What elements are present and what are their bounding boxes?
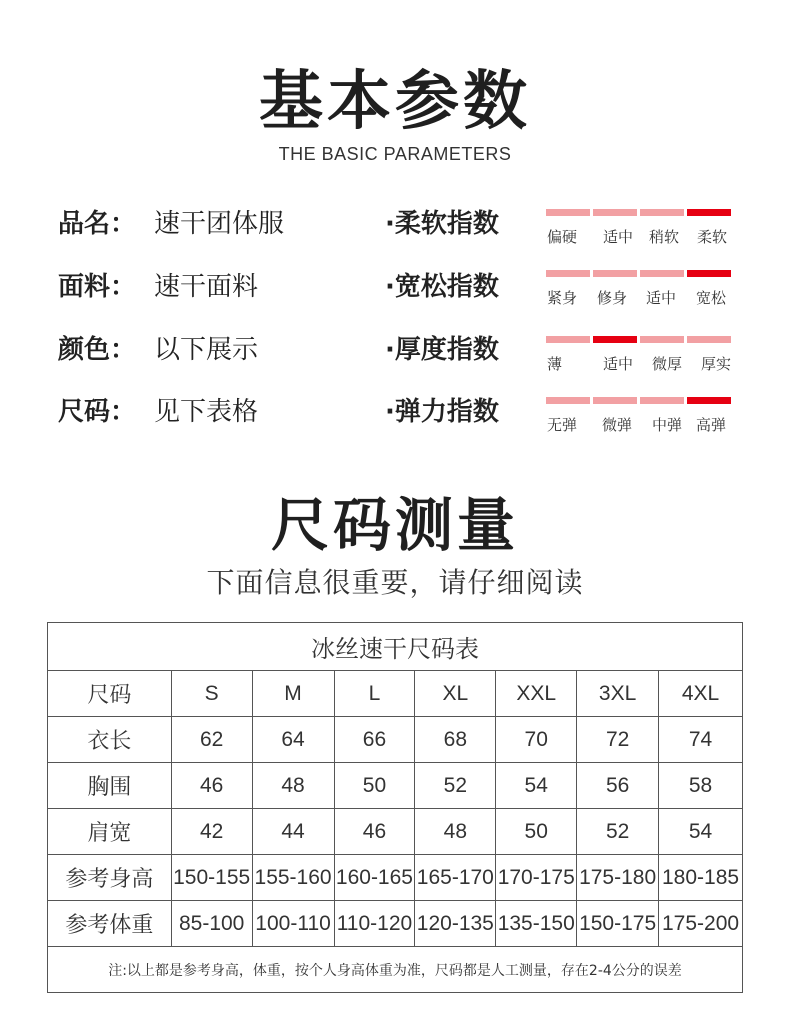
scale-label: 微弹 [602, 416, 633, 434]
param-key: 品名： [58, 209, 137, 239]
table-cell: 85-100 [171, 901, 252, 947]
table-cell: 74 [659, 717, 743, 763]
scale-label: 无弹 [547, 416, 578, 434]
scale-label: 中弹 [652, 416, 683, 434]
table-cell: 46 [171, 763, 252, 809]
table-row [48, 717, 743, 763]
scale-label: 适中 [603, 355, 634, 373]
table-cell: 120-135 [415, 901, 496, 947]
scale-segment [640, 270, 684, 277]
param-key: 颜色： [58, 335, 137, 365]
index-name-elasticity: ·弹力指数 [385, 397, 499, 427]
table-cell: 68 [415, 717, 496, 763]
table-cell: 56 [577, 763, 659, 809]
table-row [48, 901, 743, 947]
table-cell: 52 [415, 763, 496, 809]
table-cell: 62 [171, 717, 252, 763]
table-cell: 50 [334, 763, 415, 809]
scale-label: 微厚 [652, 355, 683, 373]
scale-label: 紧身 [547, 289, 578, 307]
param-key: 面料： [58, 272, 137, 302]
table-cell: 54 [659, 809, 743, 855]
row-header: 尺码 [48, 671, 172, 717]
table-cell: XXL [496, 671, 577, 717]
param-value: 速干团体服 [154, 209, 285, 239]
param-value: 以下展示 [154, 335, 259, 365]
size-section-title: 尺码测量 [270, 491, 519, 559]
size-section-subtitle: 下面信息很重要，请仔细阅读 [206, 566, 584, 599]
table-cell: 58 [659, 763, 743, 809]
size-table-note: 注:以上都是参考身高，体重，按个人身高体重为准，尺码都是人工测量，存在2-4公分的误差 [48, 947, 743, 993]
table-cell: 100-110 [252, 901, 334, 947]
scale-label: 偏硬 [547, 228, 578, 246]
table-cell: S [171, 671, 252, 717]
table-cell: 72 [577, 717, 659, 763]
row-header: 衣长 [48, 717, 172, 763]
scale-segment [687, 270, 731, 277]
table-cell: 52 [577, 809, 659, 855]
table-cell: 135-150 [496, 901, 577, 947]
index-scale-elasticity [546, 397, 733, 437]
table-cell: XL [415, 671, 496, 717]
table-cell: 42 [171, 809, 252, 855]
table-cell: 50 [496, 809, 577, 855]
scale-segment [593, 397, 637, 404]
table-cell: 66 [334, 717, 415, 763]
row-header: 参考身高 [48, 855, 172, 901]
scale-segment [687, 397, 731, 404]
size-table [47, 622, 743, 993]
table-cell: 175-200 [659, 901, 743, 947]
index-name-thickness: ·厚度指数 [385, 335, 499, 365]
table-cell: 180-185 [659, 855, 743, 901]
scale-label: 适中 [603, 228, 634, 246]
scale-label: 高弹 [696, 416, 727, 434]
table-cell: M [252, 671, 334, 717]
table-row [48, 763, 743, 809]
param-value: 速干面料 [154, 272, 259, 302]
scale-segment [546, 336, 590, 343]
scale-segment [546, 209, 590, 216]
table-cell: 48 [415, 809, 496, 855]
table-cell: 44 [252, 809, 334, 855]
row-header: 参考体重 [48, 901, 172, 947]
table-cell: L [334, 671, 415, 717]
scale-segment [687, 336, 731, 343]
table-cell: 46 [334, 809, 415, 855]
page-title: 基本参数 [259, 65, 531, 139]
scale-label: 柔软 [697, 228, 728, 246]
row-header: 胸围 [48, 763, 172, 809]
index-scale-thickness [546, 336, 733, 376]
scale-segment [687, 209, 731, 216]
table-row [48, 671, 743, 717]
table-cell: 3XL [577, 671, 659, 717]
table-cell: 155-160 [252, 855, 334, 901]
index-scale-looseness [546, 270, 733, 310]
scale-label: 修身 [597, 289, 628, 307]
scale-label: 宽松 [696, 289, 727, 307]
scale-label: 厚实 [701, 355, 732, 373]
table-cell: 175-180 [577, 855, 659, 901]
scale-segment [640, 209, 684, 216]
table-cell: 170-175 [496, 855, 577, 901]
table-cell: 110-120 [334, 901, 415, 947]
table-cell: 54 [496, 763, 577, 809]
size-table-caption: 冰丝速干尺码表 [48, 623, 743, 671]
scale-segment [593, 336, 637, 343]
table-row [48, 809, 743, 855]
scale-segment [640, 336, 684, 343]
scale-segment [593, 209, 637, 216]
table-cell: 64 [252, 717, 334, 763]
table-cell: 165-170 [415, 855, 496, 901]
index-name-softness: ·柔软指数 [385, 209, 499, 239]
index-scale-softness [546, 209, 733, 249]
table-row [48, 855, 743, 901]
page-subtitle: THE BASIC PARAMETERS [278, 144, 512, 164]
table-cell: 150-175 [577, 901, 659, 947]
scale-segment [640, 397, 684, 404]
table-cell: 48 [252, 763, 334, 809]
scale-segment [546, 270, 590, 277]
scale-label: 稍软 [649, 228, 680, 246]
scale-label: 薄 [547, 355, 563, 373]
index-name-looseness: ·宽松指数 [385, 272, 499, 302]
table-cell: 70 [496, 717, 577, 763]
table-cell: 150-155 [171, 855, 252, 901]
param-value: 见下表格 [154, 397, 259, 427]
scale-segment [546, 397, 590, 404]
scale-label: 适中 [646, 289, 677, 307]
row-header: 肩宽 [48, 809, 172, 855]
scale-segment [593, 270, 637, 277]
table-cell: 4XL [659, 671, 743, 717]
param-key: 尺码： [58, 397, 137, 427]
table-cell: 160-165 [334, 855, 415, 901]
